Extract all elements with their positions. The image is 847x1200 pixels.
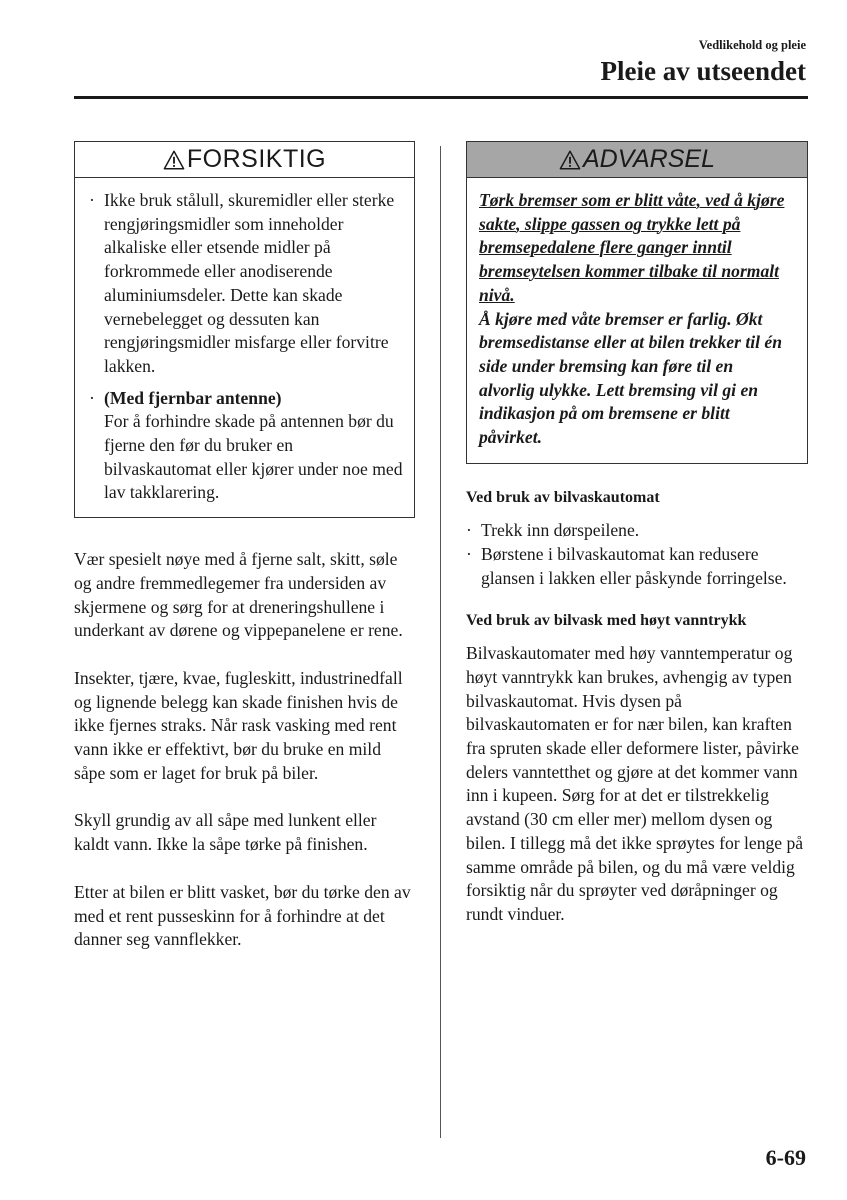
subheading-car-wash: Ved bruk av bilvaskautomat: [466, 488, 660, 506]
warning-body: [467, 178, 807, 463]
warning-underlined-text: Tørk bremser som er blitt våte, ved å kjøre sakte, slippe gassen og trykke lett på bremsepedalene flere ganger inntil bremseytelsen kommer tilbake til normalt nivå.: [479, 190, 785, 305]
list-item: [466, 543, 808, 590]
caution-title: FORSIKTIG: [186, 144, 327, 173]
car-wash-list: [466, 519, 808, 590]
warning-box: [466, 141, 808, 464]
caution-item-text: For å forhindre skade på antennen bør du fjerne den før du bruker en bilvaskautomat eller kjører under noe med lav takklarering.: [104, 411, 403, 503]
left-column: [74, 141, 415, 952]
paragraph: Etter at bilen er blitt vasket, bør du tørke den av med et rent pusseskinn for å forhindre at det danner seg vannflekker.: [74, 881, 411, 950]
column-divider: [440, 146, 441, 1138]
page-number: 6-69: [765, 1145, 806, 1170]
paragraph: Insekter, tjære, kvae, fugleskitt, industrinedfall og lignende belegg kan skade finishen hvis de ikke fjernes straks. Når rask vasking med rent vann ikke er effektivt, bør du bruke en mild såpe som er laget for bruk på biler.: [74, 667, 403, 783]
header-rule: [74, 96, 808, 99]
warning-triangle-icon: [163, 149, 185, 171]
warning-triangle-icon: [559, 149, 581, 171]
caution-item: [89, 387, 404, 506]
bullet: ·: [89, 190, 95, 210]
warning-text: Å kjøre med våte bremser er farlig. Økt bremsedistanse eller at bilen trekker til én side under bremsing kan føre til en alvorlig ulykke. Lett bremsing vil gi en indikasjon på om bremsene er blitt påvirket.: [479, 308, 782, 448]
paragraph: Bilvaskautomater med høy vanntemperatur og høyt vanntrykk kan brukes, avhengig av typen bilvaskautomat. Hvis dysen på bilvaskautomaten er for nær bilen, kan kraften fra spruten skade eller deformere lister, påvirke delers vanntetthet og gjøre at det kommer vann inn i kupeen. Sørg for at det er tilstrekkelig avstand (30 cm eller mer) mellom dysen og bilen. I tillegg må det ikke sprøytes for lenge på samme område på bilen, og du må være veldig forsiktig når du sprøyter ved døråpninger og rundt vinduer.: [466, 643, 804, 924]
section-title: Vedlikehold og pleie: [698, 38, 806, 52]
caution-body: [75, 178, 414, 517]
paragraph: Vær spesielt nøye med å fjerne salt, skitt, søle og andre fremmedlegemer fra undersiden av skjermene og sørg for at dreneringshullene i underkant av dørene og vippepanelene er rene.: [74, 549, 403, 641]
subheading-high-pressure: Ved bruk av bilvask med høyt vanntrykk: [466, 611, 747, 629]
list-item: [466, 519, 808, 543]
caution-header: [75, 142, 414, 178]
paragraph: Skyll grundig av all såpe med lunkent eller kaldt vann. Ikke la såpe tørke på finishen.: [74, 810, 377, 855]
warning-header: [467, 142, 807, 178]
caution-box: [74, 141, 415, 518]
bullet: ·: [89, 387, 95, 408]
caution-item-heading: (Med fjernbar antenne): [104, 387, 282, 408]
warning-title: ADVARSEL: [582, 144, 715, 173]
right-column: [466, 141, 808, 927]
caution-item-text: Ikke bruk stålull, skuremidler eller sterke rengjøringsmidler som inneholder alkaliske eller etsende midler på forkrommede eller anodiserende aluminiumsdeler. Dette kan skade vernebelegget og dessuten kan rengjøringsmidler misfarge eller forvitre lakken.: [104, 190, 395, 376]
list-item-text: Trekk inn dørspeilene.: [481, 520, 640, 541]
bullet: ·: [466, 520, 472, 541]
bullet: ·: [466, 544, 472, 565]
caution-item: [89, 189, 404, 379]
list-item-text: Børstene i bilvaskautomat kan redusere glansen i lakken eller påskynde forringelse.: [481, 544, 787, 588]
page-title: Pleie av utseendet: [600, 56, 806, 86]
